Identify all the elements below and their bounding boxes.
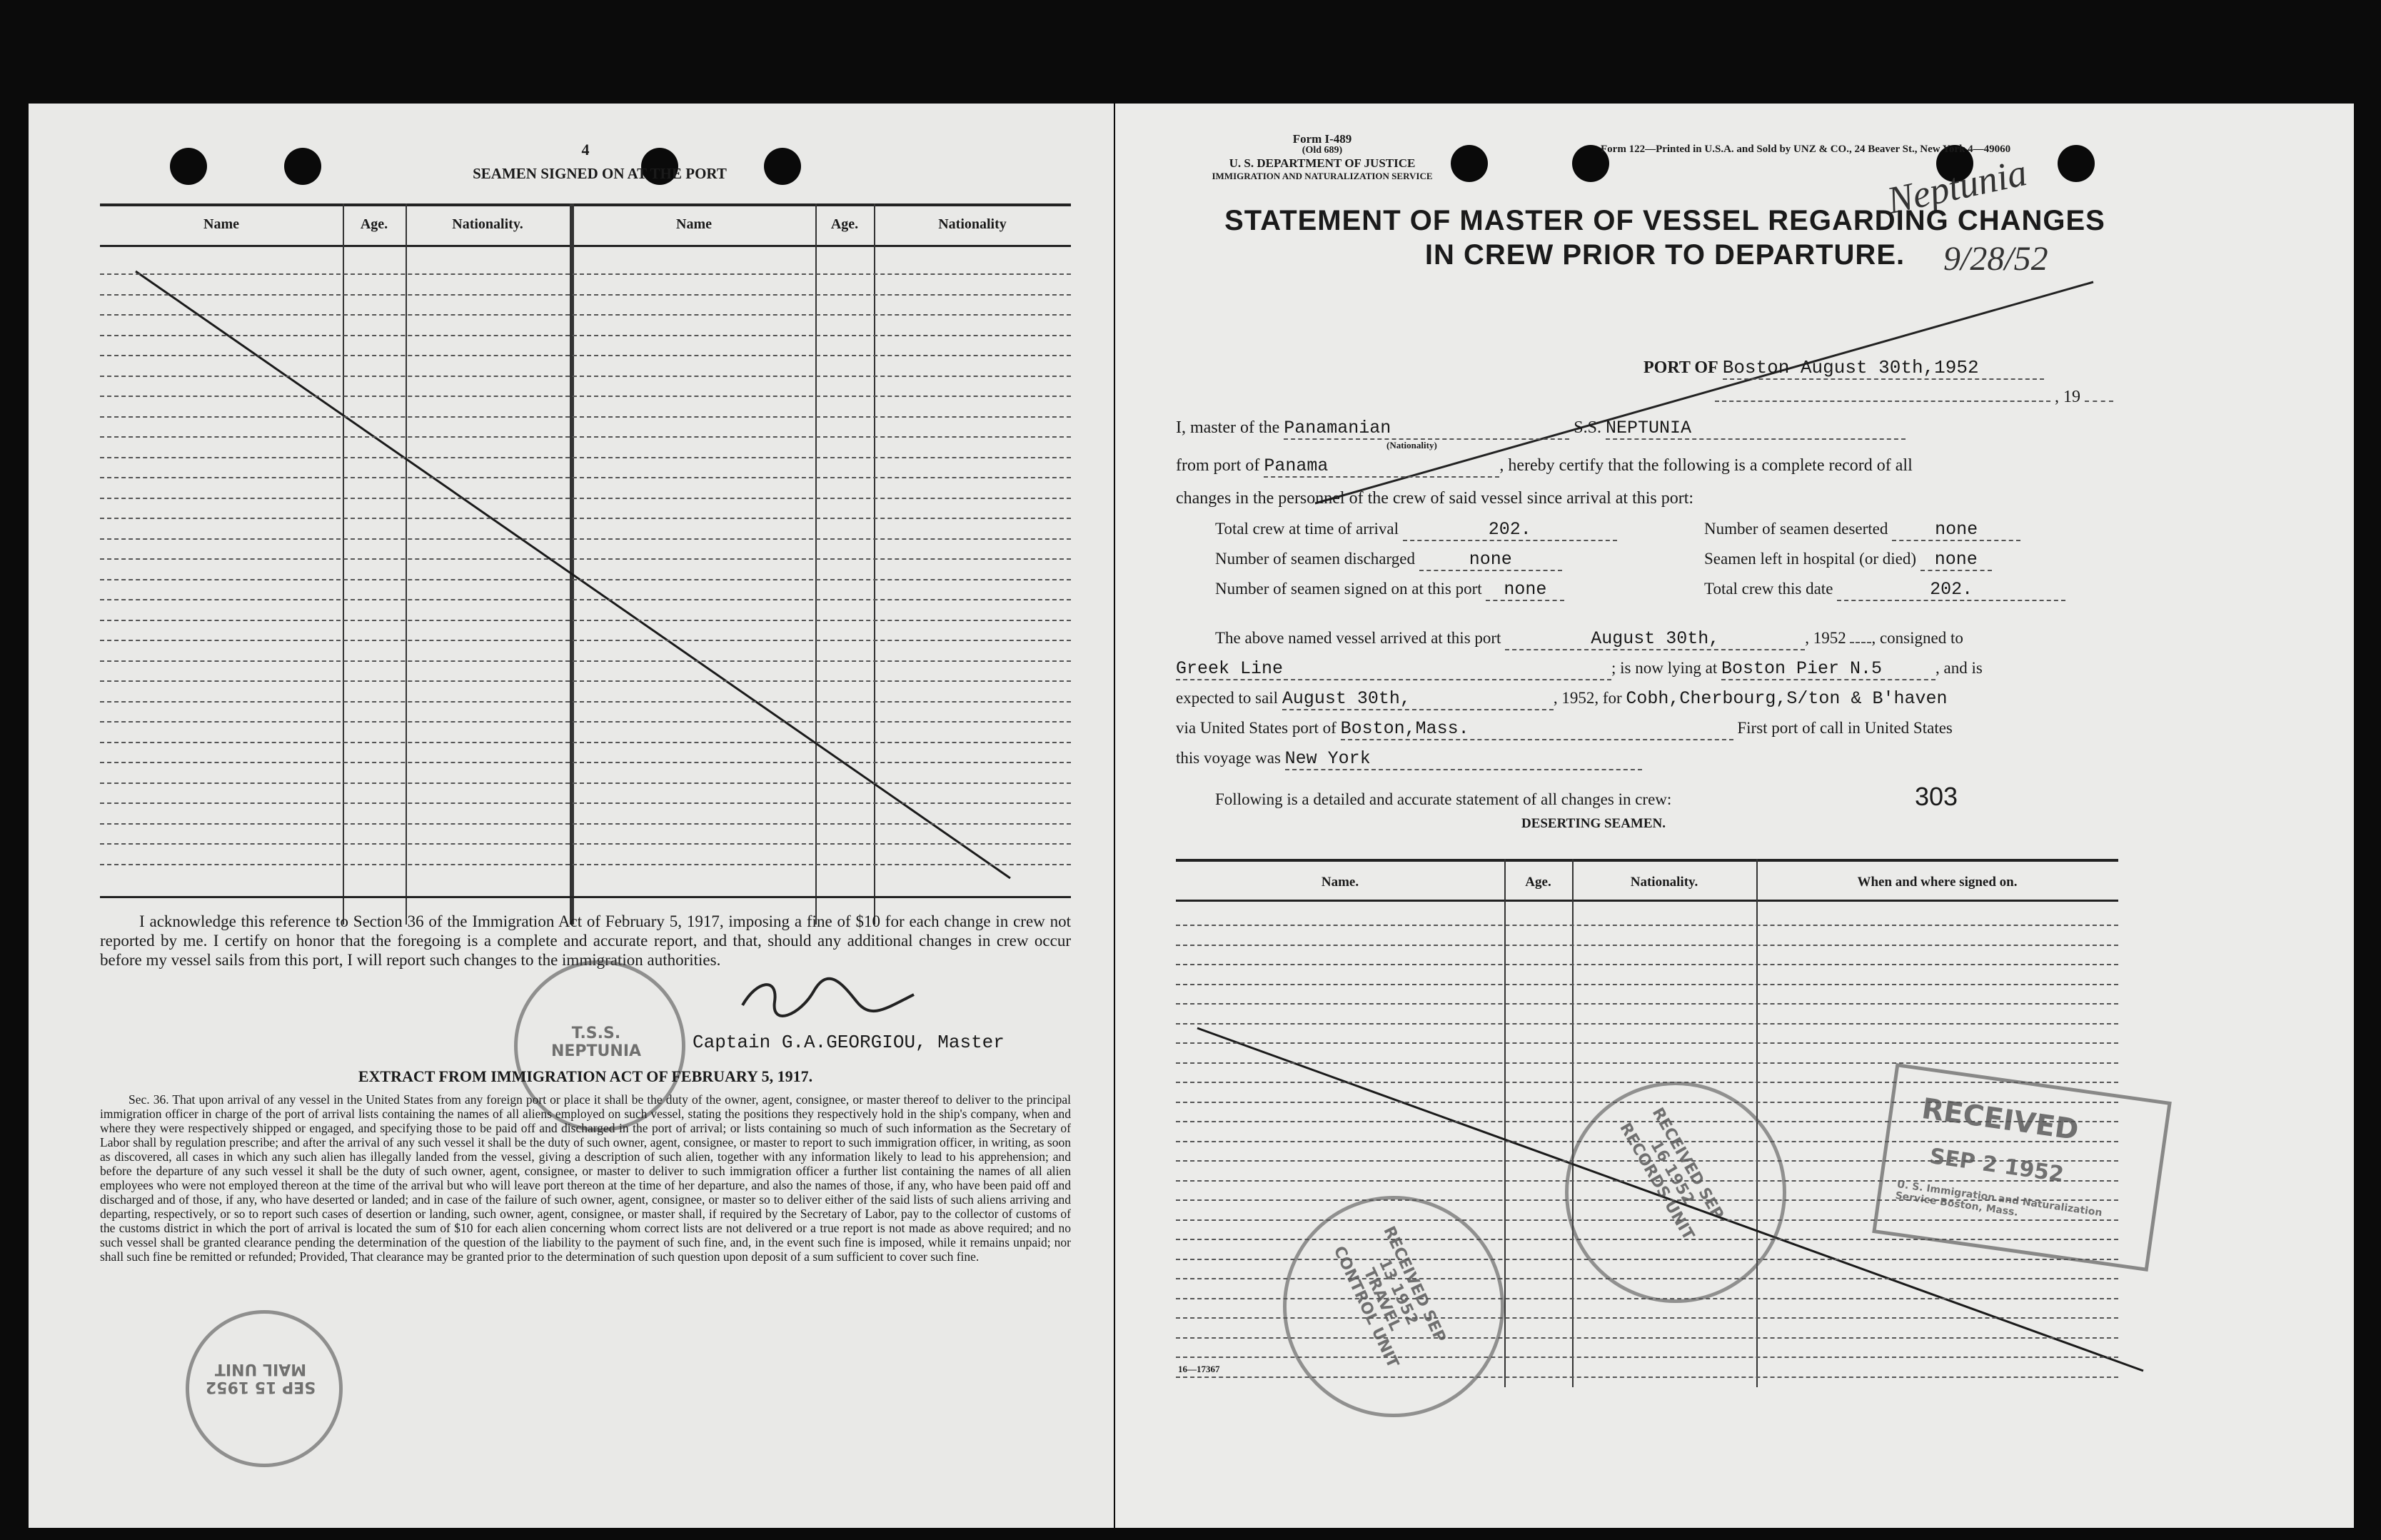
ship-name: NEPTUNIA <box>1606 418 1906 440</box>
ruled-line <box>100 518 1071 519</box>
date-line <box>1715 401 2050 402</box>
travel-control-stamp-text: RECEIVED SEP 13 1952 TRAVEL CONTROL UNIT <box>1329 1223 1449 1371</box>
nationality-caption: (Nationality) <box>1386 440 1437 451</box>
expected-value: August 30th, <box>1282 688 1554 710</box>
nationality-value: Panamanian <box>1284 418 1569 440</box>
stat-value-arrival: 202. <box>1403 519 1617 541</box>
left-page <box>29 104 1114 1528</box>
ruled-line <box>100 355 1071 356</box>
right-page <box>1115 104 2354 1528</box>
ruled-line <box>100 864 1071 865</box>
certify-text: , hereby certify that the following is a complete record of all <box>1499 456 1913 475</box>
ruled-line <box>1176 964 2118 965</box>
ruled-line <box>100 498 1071 499</box>
signature-name: Captain G.A.GEORGIOU, Master <box>693 1032 1005 1053</box>
stat-value-discharged: none <box>1419 549 1562 571</box>
port-of-label: PORT OF <box>1643 358 1718 377</box>
ruled-line <box>1176 1062 2118 1064</box>
col-nationality-2: Nationality <box>938 216 1007 232</box>
ruled-line <box>100 416 1071 418</box>
ruled-line <box>100 314 1071 316</box>
ruled-line <box>100 396 1071 397</box>
ruled-line <box>1176 1082 2118 1083</box>
changes-text: changes in the personnel of the crew of said vessel since arrival at this port: <box>1176 489 1694 508</box>
col-age-1: Age. <box>360 216 388 232</box>
from-port-value: Panama <box>1264 456 1499 478</box>
year-blank <box>2085 401 2113 402</box>
lying-value: Boston Pier N.5 <box>1721 658 1935 680</box>
ruled-line <box>1176 984 2118 985</box>
deserting-col-when-where: When and where signed on. <box>1857 875 2018 890</box>
ruled-line <box>100 782 1071 784</box>
ruled-line <box>1176 1199 2118 1201</box>
title-line-2: IN CREW PRIOR TO DEPARTURE. <box>1424 239 1906 271</box>
ruled-line <box>100 701 1071 703</box>
ruled-line <box>100 436 1071 438</box>
ruled-line <box>1176 1219 2118 1221</box>
stat-label-hospital: Seamen left in hospital (or died) <box>1704 550 1917 568</box>
ruled-line <box>100 762 1071 763</box>
ruled-line <box>1176 1377 2118 1378</box>
ruled-line <box>1176 1337 2118 1339</box>
stat-value-signed-on: none <box>1486 579 1564 601</box>
ruled-line <box>1176 1141 2118 1142</box>
ruled-line <box>1176 1023 2118 1025</box>
ruled-line <box>1176 1003 2118 1005</box>
mail-unit-stamp-text: SEP 15 1952 MAIL UNIT <box>205 1360 316 1396</box>
received-stamp-agency: U. S. Immigration and Naturalization Service Boston, Mass. <box>1894 1178 2103 1219</box>
port-of-value: Boston August 30th,1952 <box>1723 357 2044 380</box>
voyage-value: New York <box>1285 748 1642 770</box>
stat-value-deserted: none <box>1892 519 2020 541</box>
company-seal-ship: T.S.S. NEPTUNIA <box>550 1025 642 1060</box>
and-is: , and is <box>1935 659 1983 677</box>
ruled-line <box>100 457 1071 458</box>
ruled-line <box>1176 1259 2118 1260</box>
following-text: Following is a detailed and accurate statement of all changes in crew: <box>1215 790 1672 808</box>
records-unit-stamp-text: RECEIVED SEP 16 1952 RECORDS UNIT <box>1616 1104 1727 1244</box>
arrived-label: The above named vessel arrived at this port <box>1215 629 1501 647</box>
from-port-label: from port of <box>1176 456 1260 475</box>
ruled-line <box>1176 1042 2118 1044</box>
ruled-line <box>100 620 1071 621</box>
deserting-col-nationality: Nationality. <box>1630 875 1698 890</box>
ruled-line <box>100 477 1071 478</box>
stat-value-total: 202. <box>1837 579 2065 601</box>
year-prefix: , 19 <box>2055 388 2080 406</box>
form-old: (Old 689) <box>1302 145 1343 156</box>
stat-label-discharged: Number of seamen discharged <box>1215 550 1415 568</box>
consigned-label: , consigned to <box>1871 629 1963 647</box>
certification-text: I acknowledge this reference to Section 36 of the Immigration Act of February 5, 1917, imposing a fine of $10 for each change in crew not reported by me. I certify on honor that the foregoing is a complete and accurate report, and that, should any additional changes in crew occur before my vessel sails from this port, I will report such changes to the immigration authorities. <box>100 912 1071 969</box>
deserting-col-age: Age. <box>1525 875 1551 890</box>
ruled-line <box>1176 1357 2118 1358</box>
page-number: 4 <box>581 141 590 158</box>
lying-label: ; is now lying at <box>1611 659 1718 677</box>
ruled-line <box>100 721 1071 723</box>
ruled-line <box>100 294 1071 296</box>
deserting-col-name: Name. <box>1321 875 1359 890</box>
arrived-year: , 1952 <box>1805 629 1846 647</box>
ruled-line <box>100 680 1071 682</box>
ruled-line <box>100 802 1071 804</box>
ruled-line <box>100 335 1071 336</box>
received-stamp-label: RECEIVED <box>1919 1092 2081 1147</box>
col-name-2: Name <box>676 216 712 232</box>
col-name-1: Name <box>203 216 239 232</box>
ruled-line <box>100 843 1071 845</box>
via-label: via United States port of <box>1176 719 1337 737</box>
destination: Cobh,Cherbourg,S/ton & B'haven <box>1626 688 1948 709</box>
form-id: Form I-489 <box>1292 132 1352 146</box>
arrived-value: August 30th, <box>1505 628 1805 650</box>
first-port-label: First port of call in United States <box>1737 719 1953 737</box>
ruled-line <box>1176 1317 2118 1319</box>
expected-label: expected to sail <box>1176 689 1279 707</box>
handwritten-number: 303 <box>1915 782 1958 811</box>
form-number: 16—17367 <box>1178 1364 1220 1374</box>
signature-scrawl <box>735 973 921 1023</box>
master-label: I, master of the <box>1176 418 1280 437</box>
voyage-label: this voyage was <box>1176 749 1281 767</box>
stat-label-total: Total crew this date <box>1704 580 1833 598</box>
ruled-line <box>100 599 1071 600</box>
stat-label-signed-on: Number of seamen signed on at this port <box>1215 580 1482 598</box>
ruled-line <box>100 538 1071 540</box>
ruled-line <box>1176 1180 2118 1182</box>
ruled-line <box>1176 1278 2118 1279</box>
via-value: Boston,Mass. <box>1341 718 1733 740</box>
ruled-line <box>100 660 1071 662</box>
consignee: Greek Line <box>1176 658 1611 680</box>
extract-text: Sec. 36. That upon arrival of any vessel in the United States from any foreign port or place it shall be the duty of the owner, agent, consignee, or master thereof to deliver to the principal immigration officer in charge of the port of arrival lists containing the names of all aliens employed on such vessel, stating the positions they respectively hold in the ship's company, when and where they were respectively shipped or engaged, and specifying those to be paid off and discharged in the port of arrival; or lists containing so much of such information as the Secretary of Labor shall by regulation prescribe; and after the arrival of any such vessel it shall be the duty of such owner, agent, consignee, or master to report to such immigration officer, in writing, as soon as discovered, all cases in which any such alien has illegally landed from the vessel, giving a description of such alien, together with any information likely to lead to his apprehension; and before the departure of any such vessel it shall be the duty of such owner, agent, consignee, or master to deliver to such immigration officer a further list containing the names of all alien employees who were not employed thereon at the time of the arrival but who will leave port thereon at the time of her departure, and also the names of those, if any, who have been paid off and discharged and of those, if any, who have deserted or landed; and in case of the failure of such owner, agent, consignee, or master so to deliver either of the said lists of such aliens arriving and departing, respectively, or so to report such cases of desertion or landing, such owner, agent, consignee, or master shall, if required by the Secretary of Labor, pay to the collector of customs of the customs district in which the port of arrival is located the sum of $10 for each alien concerning whom correct lists are not delivered or a true report is not made as above required; and no such vessel shall be granted clearance pending the determination of the question of the liability to the payment of such fine, and, in the event such fine is imposed, while it remains unpaid; nor shall such fine be remitted or refunded; Provided, That clearance may be granted prior to the determination of such question upon deposit of a sum sufficient to cover such fine. <box>100 1092 1071 1264</box>
ruled-line <box>1176 925 2118 926</box>
stat-value-hospital: none <box>1921 549 1992 571</box>
ruled-line <box>1176 1102 2118 1103</box>
ruled-line <box>100 579 1071 580</box>
handwritten-date: 9/28/52 <box>1943 240 2048 278</box>
received-stamp-date: SEP 2 1952 <box>1928 1144 2065 1188</box>
service: IMMIGRATION AND NATURALIZATION SERVICE <box>1212 171 1433 181</box>
col-age-2: Age. <box>830 216 859 232</box>
col-nationality-1: Nationality. <box>452 216 523 232</box>
ruled-line <box>1176 1239 2118 1240</box>
title-line-1: STATEMENT OF MASTER OF VESSEL REGARDING CHANGES <box>1224 205 2105 236</box>
cancel-slash <box>29 104 1114 1032</box>
expected-year: , 1952, for <box>1553 689 1622 707</box>
handwritten-ship: Neptunia <box>1883 151 2031 222</box>
ruled-line <box>100 823 1071 825</box>
ss-label: S.S. <box>1574 418 1601 437</box>
ruled-line <box>1176 1298 2118 1299</box>
blank <box>1850 642 1871 643</box>
ruled-line <box>1176 945 2118 946</box>
stat-label-deserted: Number of seamen deserted <box>1704 520 1888 538</box>
stat-label-arrival: Total crew at time of arrival <box>1215 520 1399 538</box>
ruled-line <box>100 376 1071 377</box>
ruled-line <box>100 742 1071 743</box>
ruled-line <box>1176 1121 2118 1122</box>
printer-note: Form 122—Printed in U.S.A. and Sold by UNZ & CO., 24 Beaver St., New York 4—49060 <box>1601 144 2011 155</box>
department: U. S. DEPARTMENT OF JUSTICE <box>1229 156 1416 170</box>
deserting-heading: DESERTING SEAMEN. <box>1521 816 1666 831</box>
ruled-line <box>1176 1160 2118 1162</box>
extract-title: EXTRACT FROM IMMIGRATION ACT OF FEBRUARY 5, 1917. <box>358 1067 813 1085</box>
ruled-line <box>100 273 1071 275</box>
seamen-signed-heading: SEAMEN SIGNED ON AT THE PORT <box>473 165 727 182</box>
ruled-line <box>100 640 1071 641</box>
ruled-line <box>100 558 1071 560</box>
